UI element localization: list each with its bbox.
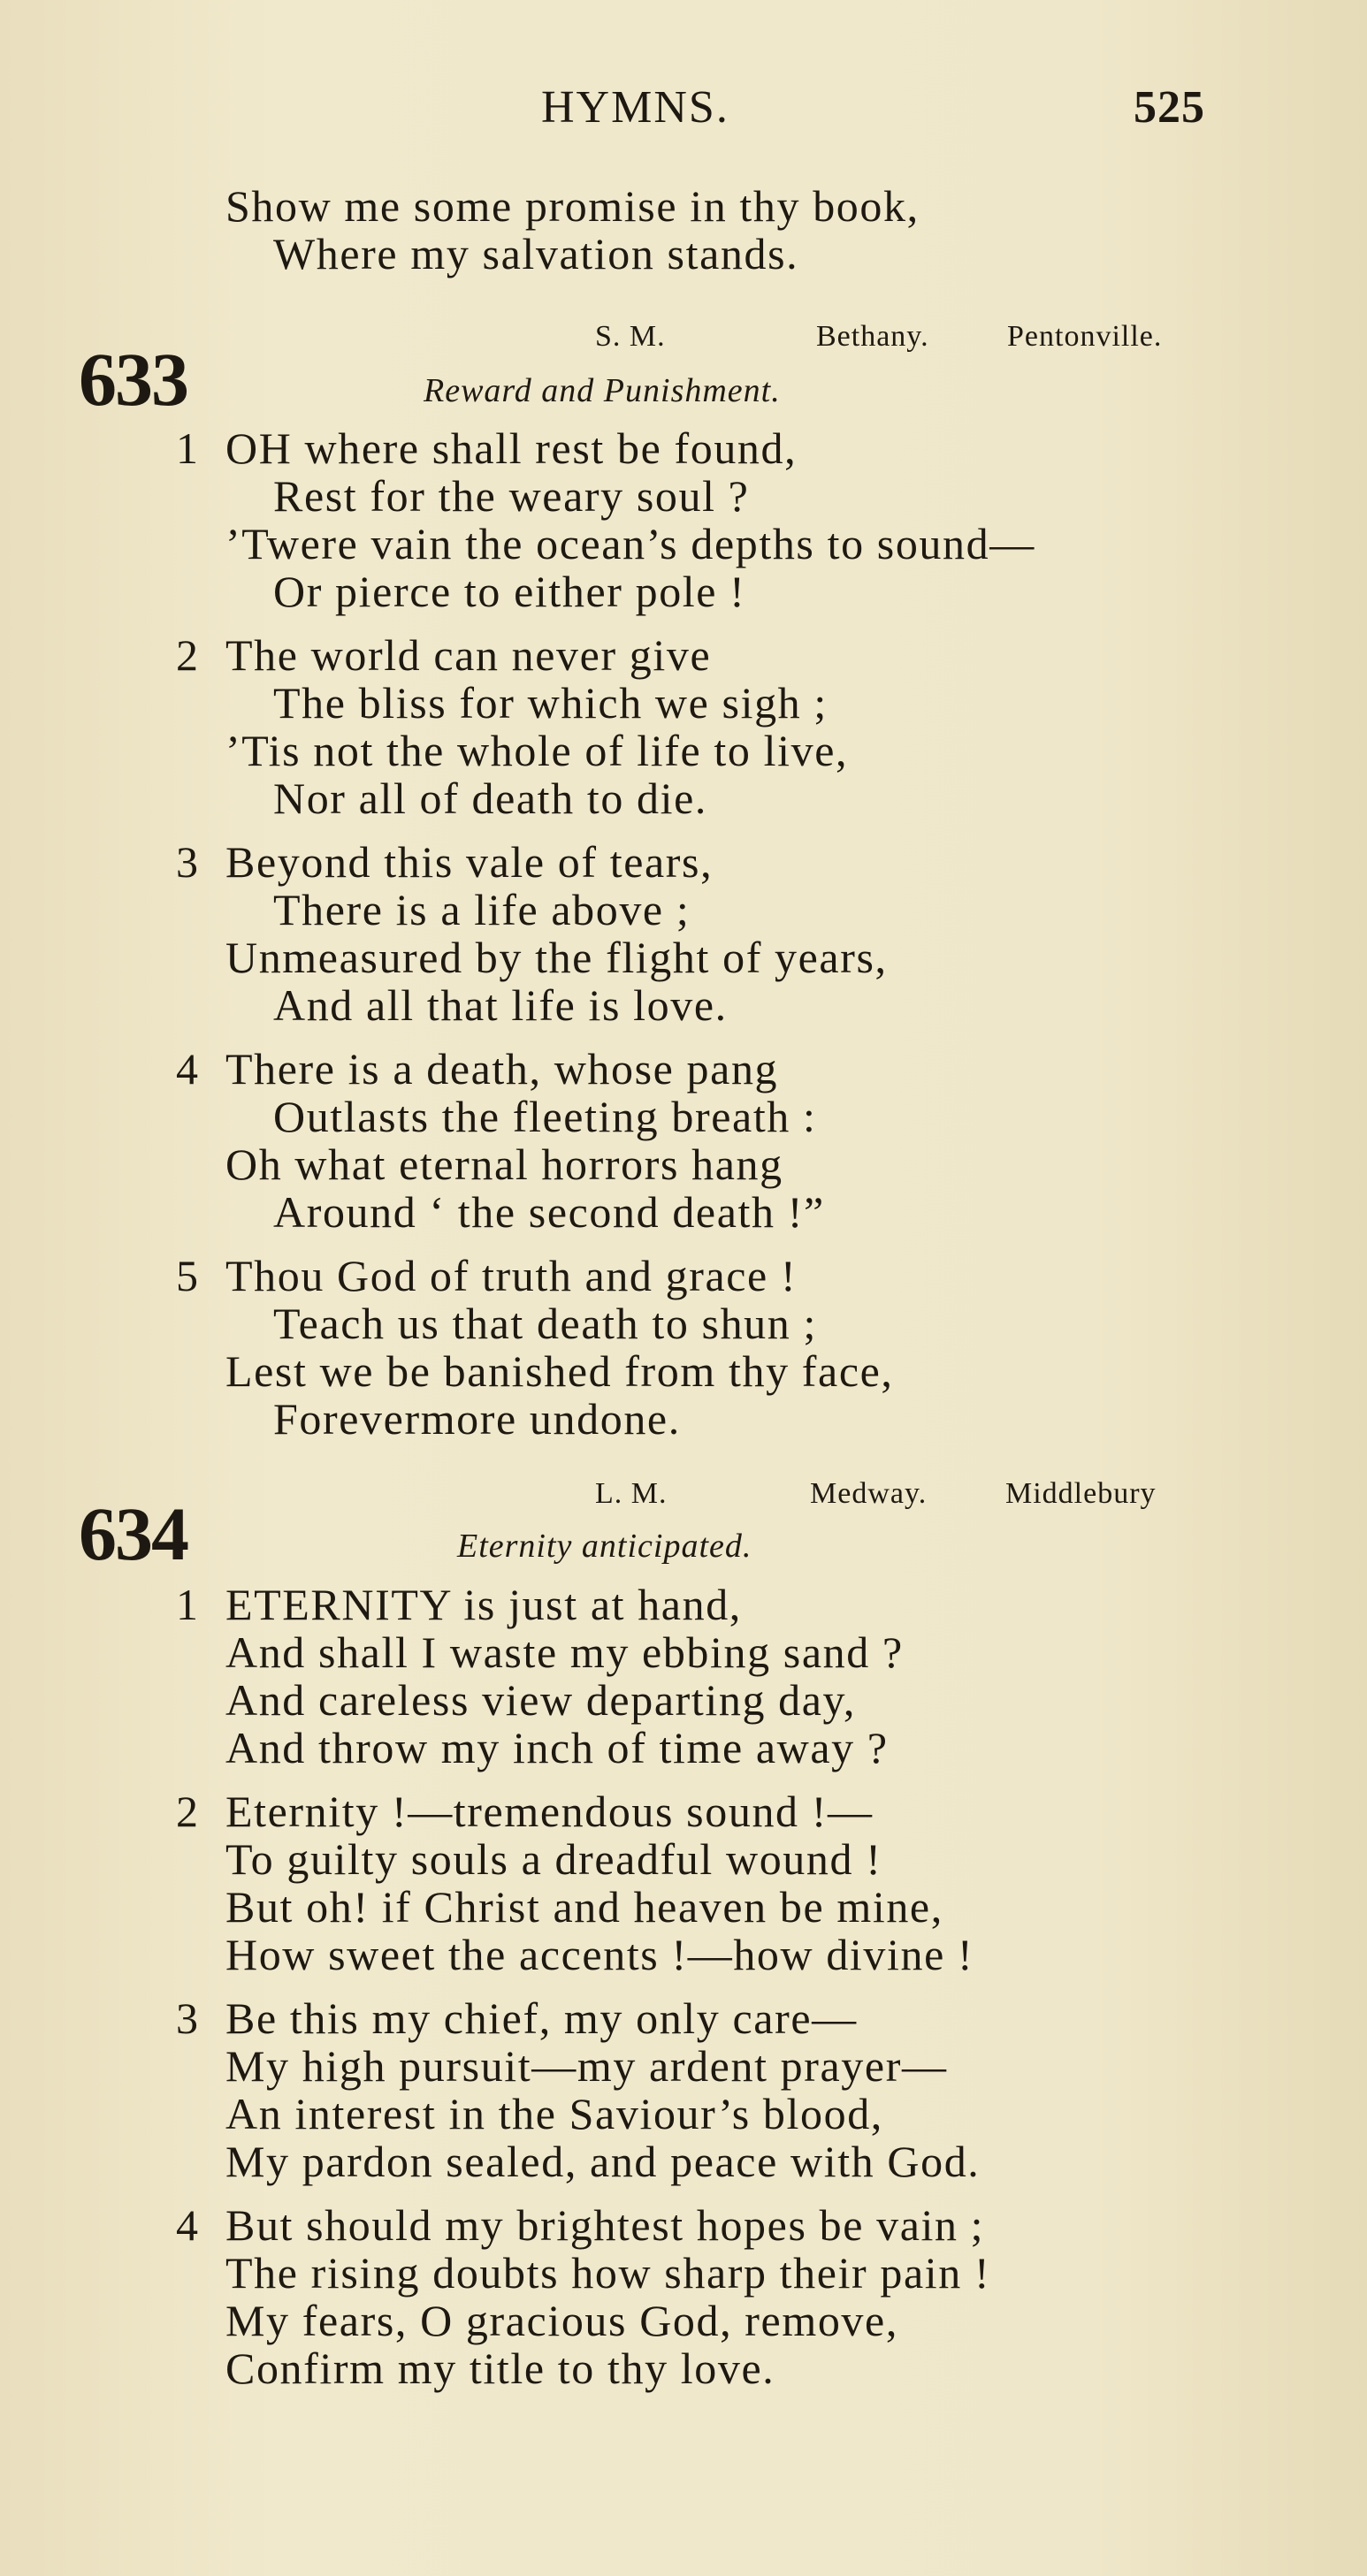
stanza-number: 2 (176, 1787, 198, 1836)
stanza (176, 838, 1035, 1029)
tune-name: Medway. (810, 1477, 928, 1510)
stanza-text (225, 1252, 1035, 1443)
page-number: 525 (1134, 82, 1205, 133)
verse-line: ’Twere vain the ocean’s depths to sound— (225, 519, 1035, 568)
stanza (176, 1787, 990, 1978)
stanza (176, 1252, 1035, 1443)
stanza-number: 3 (176, 837, 198, 887)
verse-line: Rest for the weary soul ? (273, 471, 750, 521)
stanza-text (225, 838, 1035, 1029)
stanza-number: 5 (176, 1251, 198, 1300)
running-title: HYMNS. (541, 82, 729, 133)
hymn-number: 634 (79, 1491, 187, 1576)
verse-line: There is a death, whose pang (225, 1044, 779, 1094)
verse-line: Unmeasured by the flight of years, (225, 933, 888, 982)
verse-line: Nor all of death to die. (273, 774, 708, 823)
verse-line: Beyond this vale of tears, (225, 837, 714, 887)
verse-line: And careless view departing day, (225, 1675, 856, 1725)
verse-line: Show me some promise in thy book, (225, 181, 920, 231)
stanza (176, 1045, 1035, 1236)
stanza-number: 4 (176, 2200, 198, 2250)
verse-line: Be this my chief, my only care— (225, 1993, 858, 2043)
verse-line: Thou God of truth and grace ! (225, 1251, 798, 1300)
tune-name: Pentonville. (1007, 320, 1163, 353)
verse-line: An interest in the Saviour’s blood, (225, 2089, 883, 2138)
stanza-number: 1 (176, 423, 198, 473)
verse-line: To guilty souls a dreadful wound ! (225, 1834, 882, 1884)
verse-line: Around ‘ the second death !” (273, 1187, 825, 1237)
verse-line: The world can never give (225, 630, 712, 680)
stanza-text (225, 424, 1035, 615)
verse-line: But should my brightest hopes be vain ; (225, 2200, 985, 2250)
stanza-number: 4 (176, 1044, 198, 1094)
hymn-body (176, 424, 1035, 1459)
stanza-number: 2 (176, 630, 198, 680)
verse-line: Outlasts the fleeting breath : (273, 1092, 817, 1141)
stanza (176, 1581, 990, 1772)
stanza-text (225, 1581, 990, 1772)
verse-line: OH where shall rest be found, (225, 423, 798, 473)
verse-line: The bliss for which we sigh ; (273, 678, 828, 728)
verse-line: My pardon sealed, and peace with God. (225, 2137, 981, 2186)
carryover-verse (225, 182, 920, 278)
stanza (176, 1994, 990, 2185)
hymn-meter: L. M. (595, 1477, 668, 1510)
verse-line: Oh what eternal horrors hang (225, 1139, 783, 1189)
verse-line: My fears, O gracious God, remove, (225, 2296, 898, 2345)
stanza-text (225, 1787, 990, 1978)
verse-line: The rising doubts how sharp their pain ! (225, 2248, 991, 2298)
hymn-meter: S. M. (595, 320, 666, 353)
tune-name: Middlebury (1005, 1477, 1157, 1510)
hymn-title: Eternity anticipated. (457, 1528, 752, 1565)
verse-line: Confirm my title to thy love. (225, 2344, 775, 2393)
verse-line: Eternity !—tremendous sound !— (225, 1787, 874, 1836)
stanza-text (225, 631, 1035, 822)
stanza-number: 1 (176, 1580, 198, 1629)
verse-line: And shall I waste my ebbing sand ? (225, 1627, 904, 1677)
hymn-title: Reward and Punishment. (424, 372, 781, 409)
verse-line: ETERNITY is just at hand, (225, 1580, 742, 1629)
verse-line: There is a life above ; (273, 885, 691, 934)
verse-line: ’Tis not the whole of life to live, (225, 726, 849, 775)
stanza-text (225, 1994, 990, 2185)
verse-line: Teach us that death to shun ; (273, 1299, 817, 1348)
tune-name: Bethany. (816, 320, 929, 353)
verse-line: Lest we be banished from thy face, (225, 1346, 894, 1396)
verse-line: Forevermore undone. (273, 1394, 681, 1444)
stanza-number: 3 (176, 1993, 198, 2043)
stanza (176, 2201, 990, 2392)
hymn-body (176, 1581, 990, 2408)
verse-line: Or pierce to either pole ! (273, 567, 746, 616)
verse-line: And throw my inch of time away ? (225, 1723, 889, 1772)
stanza (176, 424, 1035, 615)
verse-line: My high pursuit—my ardent prayer— (225, 2041, 948, 2091)
verse-line: How sweet the accents !—how divine ! (225, 1930, 974, 1979)
stanza (176, 631, 1035, 822)
hymn-number: 633 (79, 337, 187, 422)
verse-line: But oh! if Christ and heaven be mine, (225, 1882, 943, 1932)
stanza-text (225, 2201, 990, 2392)
stanza-text (225, 1045, 1035, 1236)
verse-line: Where my salvation stands. (273, 229, 799, 278)
verse-line: And all that life is love. (273, 980, 728, 1030)
